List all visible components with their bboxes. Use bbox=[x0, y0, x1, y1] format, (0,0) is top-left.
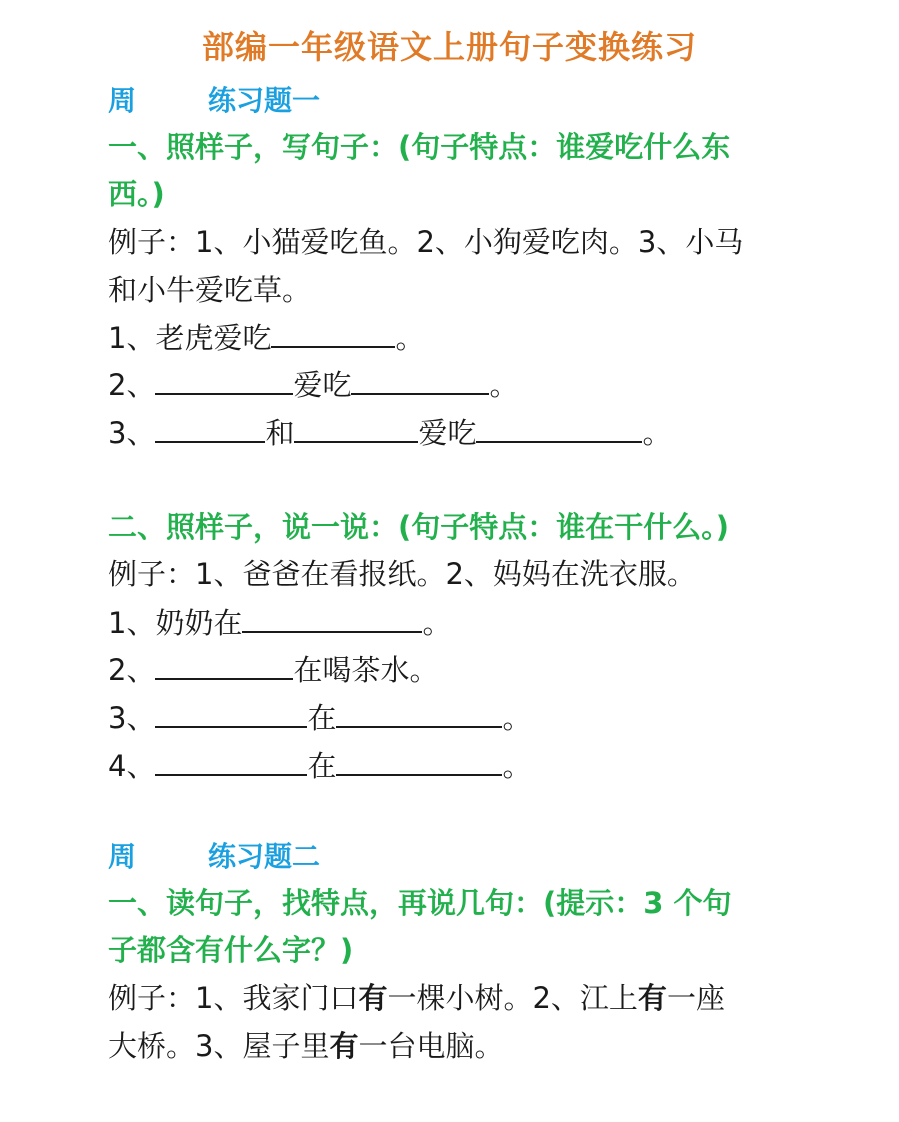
item-number: 1、 bbox=[108, 321, 156, 355]
week-label: 周 bbox=[108, 84, 137, 117]
item-number: 2、 bbox=[108, 653, 156, 687]
example-text: 一座 bbox=[666, 981, 725, 1015]
item-number: 2、 bbox=[108, 368, 156, 402]
exercise-two-header bbox=[108, 840, 320, 874]
q1-item-1 bbox=[108, 320, 424, 356]
example-text: 例子：1、我家门口 bbox=[108, 981, 359, 1015]
item-text-2: 爱吃 bbox=[418, 416, 477, 450]
highlight-word: 有 bbox=[358, 981, 388, 1015]
answer-blank[interactable] bbox=[271, 320, 395, 348]
answer-blank[interactable] bbox=[476, 415, 642, 443]
q1-example-line1: 例子：1、小猫爱吃鱼。2、小狗爱吃肉。3、小马 bbox=[108, 225, 744, 259]
q1-example-line2: 和小牛爱吃草。 bbox=[108, 273, 312, 307]
exercise-title: 练习题二 bbox=[208, 840, 321, 873]
item-end: 。 bbox=[502, 749, 532, 783]
answer-blank[interactable] bbox=[351, 367, 489, 395]
answer-blank[interactable] bbox=[155, 700, 307, 728]
item-end: 。 bbox=[395, 321, 425, 355]
item-number: 1、 bbox=[108, 606, 156, 640]
s2-example-line2 bbox=[108, 1029, 503, 1064]
q2-example: 例子：1、爸爸在看报纸。2、妈妈在洗衣服。 bbox=[108, 557, 696, 591]
exercise-title: 练习题一 bbox=[208, 84, 321, 117]
example-text: 大桥。3、屋子里 bbox=[108, 1029, 330, 1063]
q2-item-2 bbox=[108, 652, 438, 688]
item-number: 3、 bbox=[108, 701, 156, 735]
q2-item-3 bbox=[108, 700, 531, 736]
answer-blank[interactable] bbox=[294, 415, 418, 443]
item-end: 。 bbox=[422, 606, 452, 640]
item-end: 。 bbox=[502, 701, 532, 735]
item-text: 在喝茶水。 bbox=[293, 653, 439, 687]
week-label: 周 bbox=[108, 840, 137, 873]
highlight-word: 有 bbox=[329, 1029, 359, 1063]
item-end: 。 bbox=[489, 368, 519, 402]
item-text: 爱吃 bbox=[293, 368, 352, 402]
q1-heading-line1: 一、照样子，写句子：(句子特点：谁爱吃什么东 bbox=[108, 130, 731, 164]
answer-blank[interactable] bbox=[336, 748, 502, 776]
answer-blank[interactable] bbox=[336, 700, 502, 728]
item-text: 和 bbox=[265, 416, 295, 450]
q1-heading-line2: 西。) bbox=[108, 177, 165, 211]
answer-blank[interactable] bbox=[155, 652, 293, 680]
answer-blank[interactable] bbox=[155, 748, 307, 776]
q1-item-2 bbox=[108, 367, 518, 403]
item-end: 。 bbox=[642, 416, 672, 450]
item-text: 老虎爱吃 bbox=[155, 321, 272, 355]
s2-q1-heading-line2: 子都含有什么字？) bbox=[108, 933, 354, 967]
q2-item-1 bbox=[108, 605, 451, 641]
s2-q1-heading-line1: 一、读句子，找特点，再说几句：(提示：3 个句 bbox=[108, 886, 732, 920]
q1-item-3 bbox=[108, 415, 672, 451]
s2-example-line1 bbox=[108, 981, 725, 1016]
exercise-one-header bbox=[108, 84, 320, 118]
page-title: 部编一年级语文上册句子变换练习 bbox=[201, 28, 697, 66]
answer-blank[interactable] bbox=[155, 415, 265, 443]
item-text: 在 bbox=[307, 701, 337, 735]
answer-blank[interactable] bbox=[155, 367, 293, 395]
item-text: 奶奶在 bbox=[155, 606, 243, 640]
highlight-word: 有 bbox=[637, 981, 667, 1015]
q2-item-4 bbox=[108, 748, 531, 784]
example-text: 一台电脑。 bbox=[358, 1029, 504, 1063]
example-text: 一棵小树。2、江上 bbox=[387, 981, 638, 1015]
item-number: 4、 bbox=[108, 749, 156, 783]
q2-heading: 二、照样子，说一说：(句子特点：谁在干什么。) bbox=[108, 510, 730, 544]
item-number: 3、 bbox=[108, 416, 156, 450]
answer-blank[interactable] bbox=[242, 605, 422, 633]
item-text: 在 bbox=[307, 749, 337, 783]
